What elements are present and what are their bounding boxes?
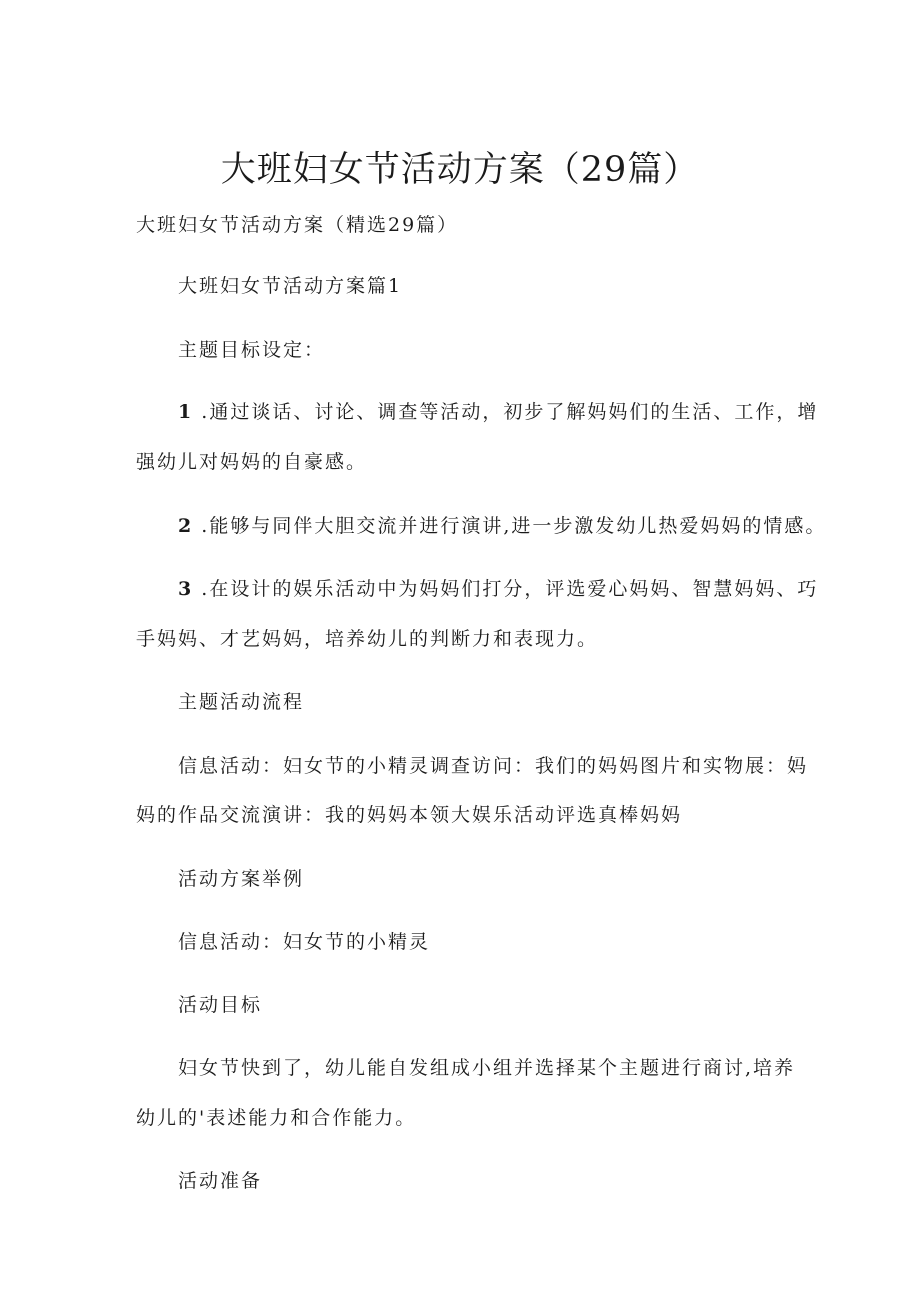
goal-heading: 主题目标设定： (178, 339, 326, 361)
goal-item-3 (178, 576, 818, 602)
goal-text: .通过谈话、讨论、调查等活动，初步了解妈妈们的生活、工作，增 (193, 401, 819, 423)
objective-line-2: 幼儿的'表述能力和合作能力。 (136, 1107, 417, 1129)
objective-heading: 活动目标 (178, 994, 263, 1016)
section-heading: 大班妇女节活动方案篇1 (178, 275, 403, 297)
flow-line-2: 妈的作品交流演讲：我的妈妈本领大娱乐活动评选真棒妈妈 (136, 804, 683, 826)
goal-item-2 (178, 513, 826, 539)
goal-number: 2 (178, 515, 194, 537)
document-subtitle: 大班妇女节活动方案（精选29篇） (136, 214, 459, 236)
goal-number: 3 (178, 578, 194, 600)
document-title: 大班妇女节活动方案（29篇） (220, 150, 700, 190)
goal-item-1-continued: 强幼儿对妈妈的自豪感。 (136, 451, 368, 473)
prep-heading: 活动准备 (178, 1170, 263, 1192)
goal-item-3-continued: 手妈妈、才艺妈妈，培养幼儿的判断力和表现力。 (136, 628, 599, 650)
flow-line-1: 信息活动：妇女节的小精灵调查访问：我们的妈妈图片和实物展：妈 (178, 755, 809, 777)
goal-text: .在设计的娱乐活动中为妈妈们打分，评选爱心妈妈、智慧妈妈、巧 (193, 578, 819, 600)
goal-item-1 (178, 399, 818, 425)
goal-text: .能够与同伴大胆交流并进行演讲,进一步激发幼儿热爱妈妈的情感。 (193, 515, 827, 537)
goal-number: 1 (178, 401, 194, 423)
example-heading: 活动方案举例 (178, 868, 305, 890)
objective-line-1: 妇女节快到了，幼儿能自发组成小组并选择某个主题进行商讨,培养 (178, 1057, 796, 1079)
info-activity: 信息活动：妇女节的小精灵 (178, 931, 431, 953)
flow-heading: 主题活动流程 (178, 691, 305, 713)
